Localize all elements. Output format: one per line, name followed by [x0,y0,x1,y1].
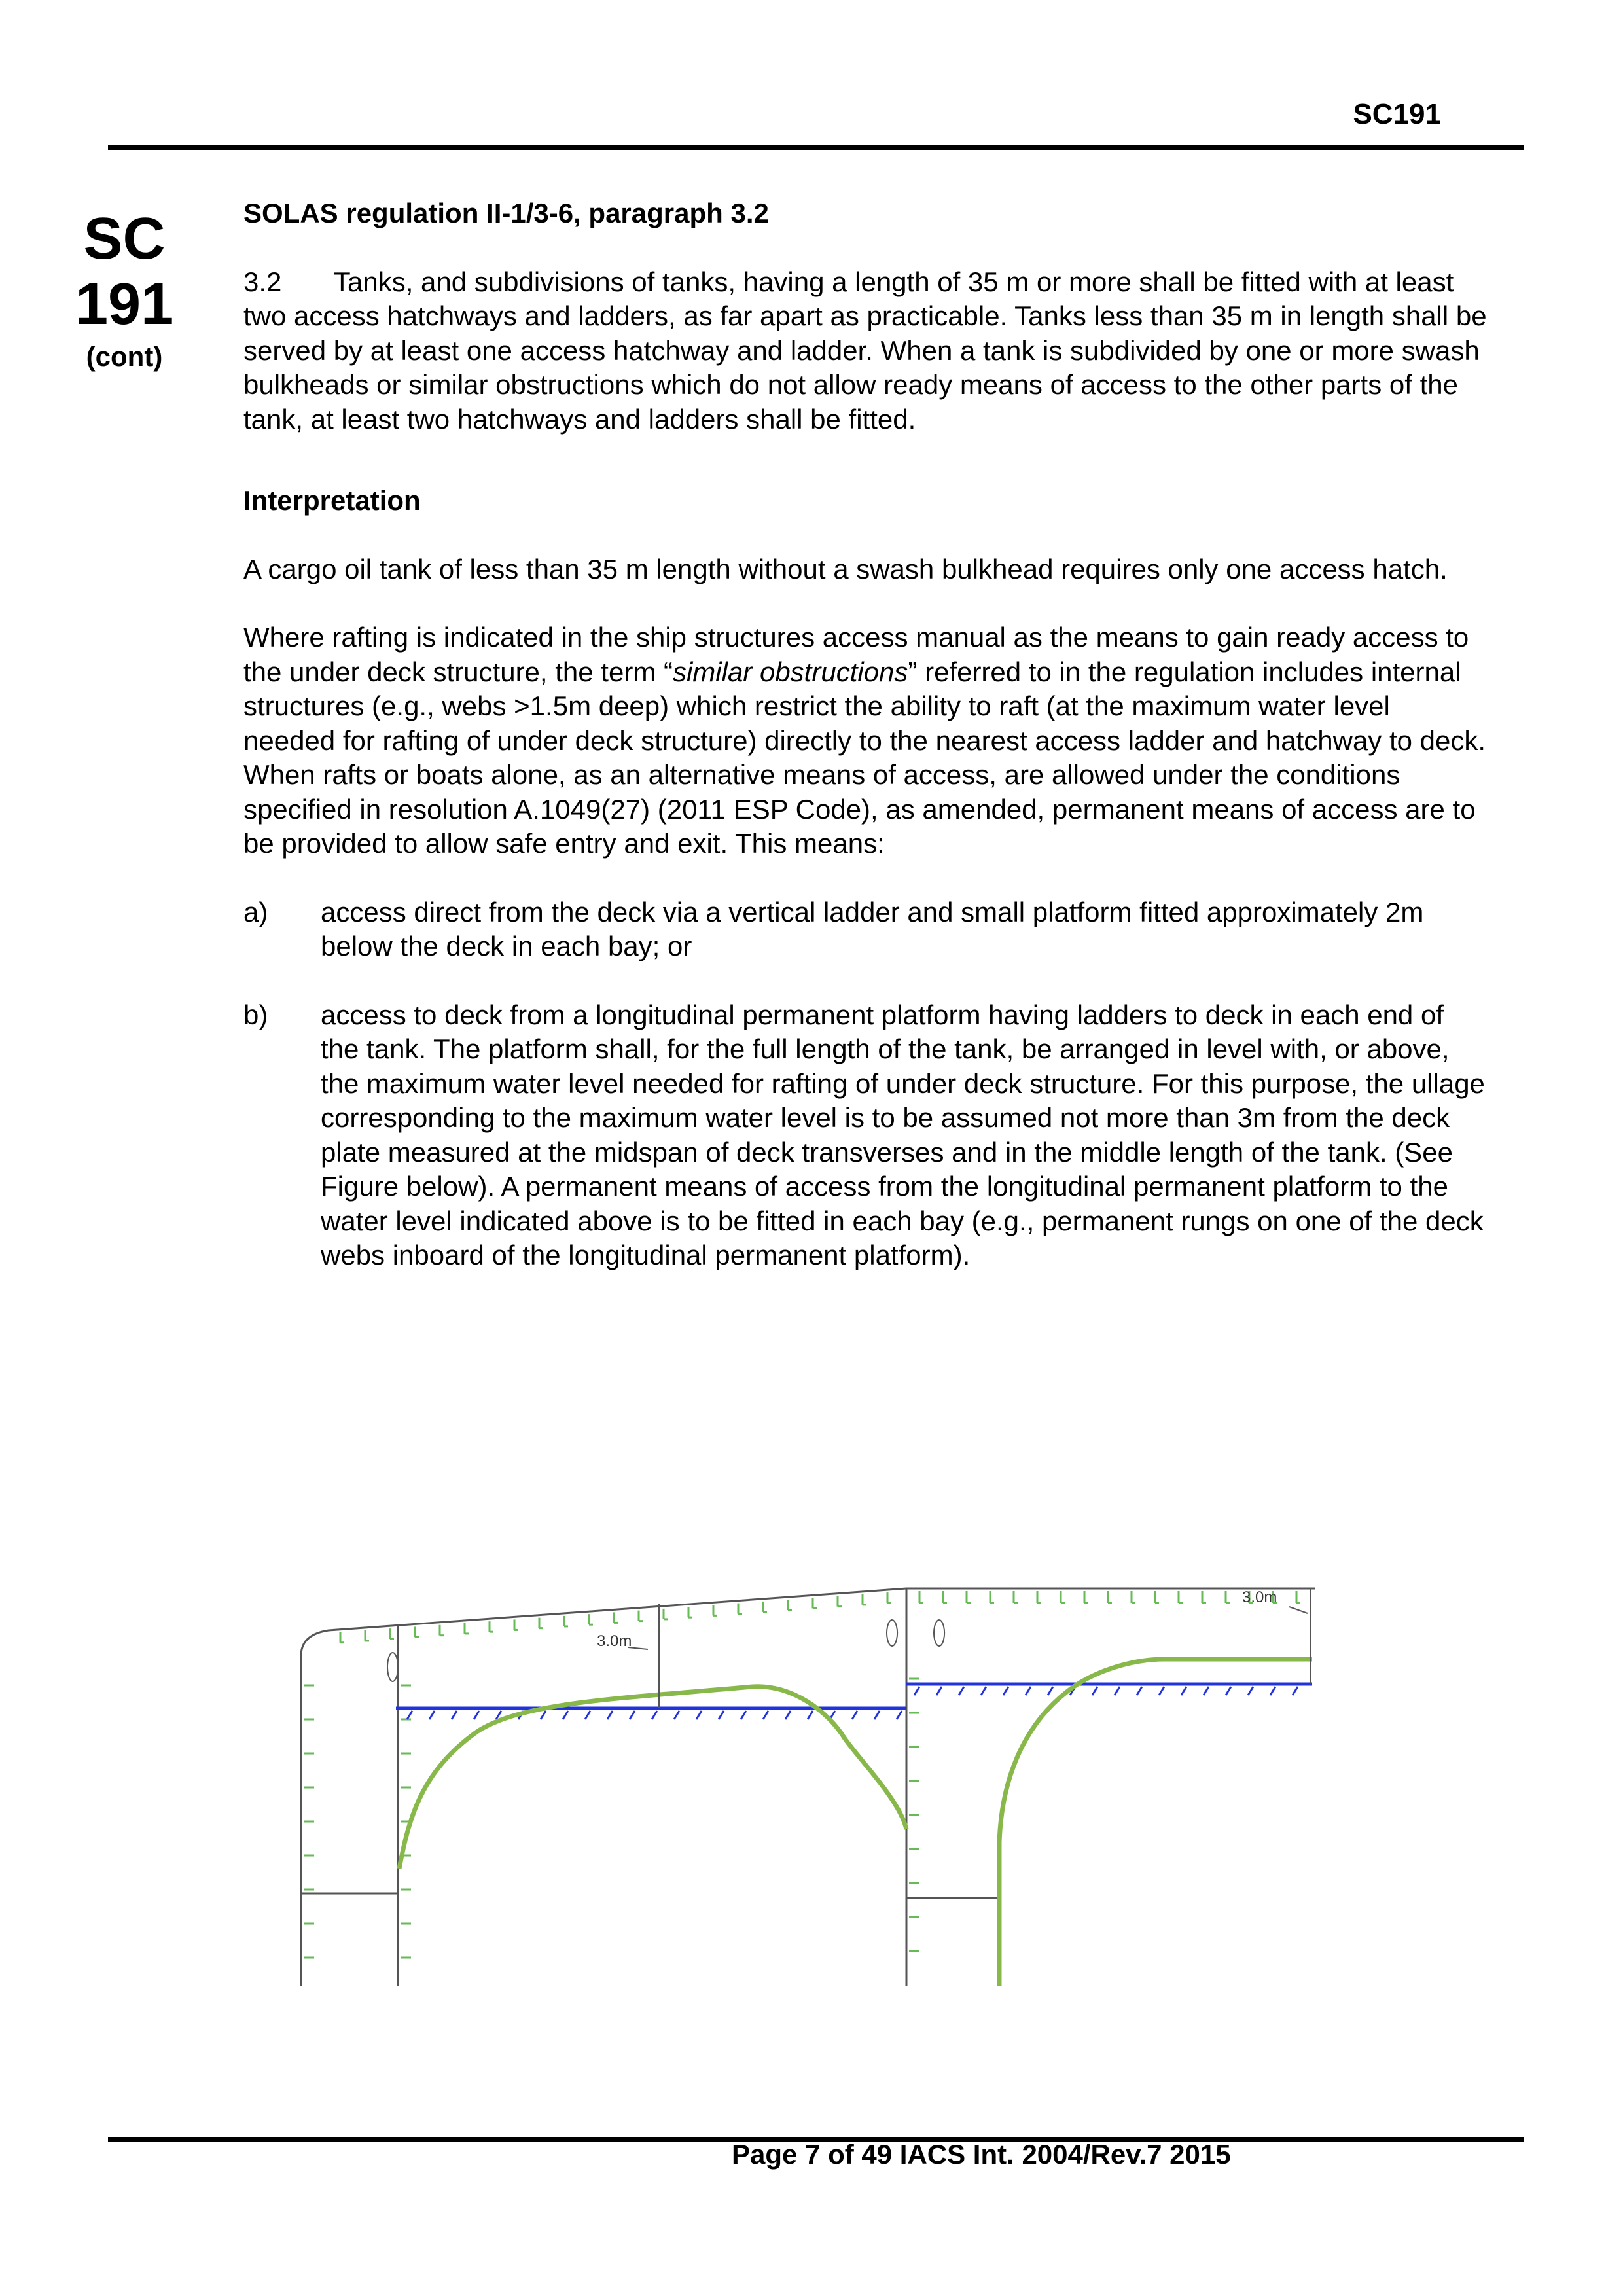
water-level-tick [1248,1687,1253,1695]
web-frame-right [999,1659,1312,1986]
dimension-marks [387,1588,1311,1708]
water-level-tick [897,1711,902,1719]
water-level-tick [696,1711,702,1719]
sidebar-note: (cont) [86,341,163,372]
lightening-hole-center-1 [887,1620,897,1646]
water-level-tick [1115,1687,1120,1695]
deck-stiffeners [304,1591,1300,1958]
web-frame-left [399,1687,906,1869]
water-level-tick [563,1711,568,1719]
list-item-b [243,998,1487,1273]
paragraph-number: 3.2 [243,266,282,297]
interpretation-paragraph-1: A cargo oil tank of less than 35 m length without a swash bulkhead requires only one access hatch. [243,553,1448,584]
water-level-tick [652,1711,657,1719]
water-level-tick [1092,1687,1097,1695]
list-item-a [243,895,1487,964]
water-level-tick [1270,1687,1275,1695]
water-level-tick [1048,1687,1053,1695]
water-level-tick [452,1711,457,1719]
water-level-tick [914,1687,919,1695]
water-level-tick [541,1711,546,1719]
section-heading: SOLAS regulation II-1/3-6, paragraph 3.2 [243,198,769,228]
tank-section-diagram [294,1561,1315,1986]
water-level-tick [1204,1687,1209,1695]
list-text: access to deck from a longitudinal permanent platform having ladders to deck in each end of the tank. The platform shall, for the full length of the tank, be arranged in level with, or above, the maximum water level needed for rafting of under deck structure. For this purpose, the ullage corresponding to the maximum water level is to be assumed not more than 3m from the deck plate measured at the midspan of deck transverses and in the middle length of the tank. (See Figure below). A permanent means of access from the longitudinal permanent platform to the water level indicated above is to be fitted in each bay (e.g., permanent rungs on one of the deck webs inboard of the longitudinal permanent platform). [321,999,1485,1270]
para2-text-end: ” referred to in the regulation includes internal structures (e.g., webs >1.5m deep) which restrict the ability to raft (at the maximum water level needed for rafting of under deck structure) directly to the nearest access ladder and hatchway to deck. When rafts or boats alone, as an alternative means of access, are allowed under the conditions specified in resolution A.1049(27) (2011 ESP Code), as amended, permanent means of access are to be provided to allow safe entry and exit. This means: [243,656,1486,859]
tank-section-figure [294,1561,1315,1986]
list-label: b) [243,999,268,1030]
dimension-label-right: 3.0m [1242,1588,1277,1606]
sidebar-reference [75,206,173,372]
main-content [243,196,1487,1307]
para2-text-start: Where rafting is indicated in the ship structures access manual as the means to gain ready access to the under deck structure, the term “ [243,622,1469,687]
water-level-tick [959,1687,964,1695]
water-level-tick [808,1711,813,1719]
list-label: a) [243,896,268,927]
regulation-paragraph [243,265,1487,437]
water-level-tick [407,1711,412,1719]
water-level-tick [1293,1687,1298,1695]
dimension-label-left: 3.0m [597,1632,632,1650]
water-level-tick [585,1711,590,1719]
water-level-tick [1137,1687,1142,1695]
spacer [243,471,1487,484]
water-level-ticks [407,1687,1298,1719]
dimension-leader-right [1289,1607,1308,1613]
water-level-tick [1181,1687,1186,1695]
water-level-tick [1003,1687,1008,1695]
water-level-tick [763,1711,768,1719]
hull-structure [301,1588,1315,1986]
page-footer: Page 7 of 49 IACS Int. 2004/Rev.7 2015 [732,2139,1231,2170]
water-level-tick [674,1711,679,1719]
water-level-tick [874,1711,880,1719]
sidebar-number: 191 [75,272,174,337]
water-level-tick [741,1711,746,1719]
deck-plate [301,1588,1315,1986]
water-level-tick [429,1711,435,1719]
header-rule [108,145,1524,150]
list-text: access direct from the deck via a vertical ladder and small platform fitted approximately 2m below the deck in each bay; or [321,896,1424,961]
water-level-tick [936,1687,942,1695]
water-level-tick [852,1711,857,1719]
paragraph-text: Tanks, and subdivisions of tanks, having a length of 35 m or more shall be fitted with at least two access hatchways and ladders, as far apart as practicable. Tanks less than 35 m in length shall be served by at least one access hatchway and ladder. When a tank is subdivided by one or more swash bulkheads or similar obstructions which do not allow ready means of access to the other parts of the tank, at least two hatchways and ladders shall be fitted. [243,266,1487,435]
water-level-tick [1226,1687,1231,1695]
water-level-tick [474,1711,479,1719]
para2-italic-term: similar obstructions [672,656,908,687]
water-levels [396,1684,1312,1708]
water-level-tick [719,1711,724,1719]
interpretation-heading: Interpretation [243,485,421,516]
water-level-tick [1159,1687,1164,1695]
document-code: SC191 [1353,98,1441,130]
water-level-tick [981,1687,986,1695]
water-level-tick [630,1711,635,1719]
interpretation-paragraph-2 [243,620,1487,861]
lightening-hole-left [387,1653,398,1681]
water-level-tick [607,1711,613,1719]
water-level-tick [785,1711,791,1719]
sidebar-code: SC [83,206,166,272]
lightening-hole-center-2 [934,1620,944,1646]
water-level-tick [1026,1687,1031,1695]
